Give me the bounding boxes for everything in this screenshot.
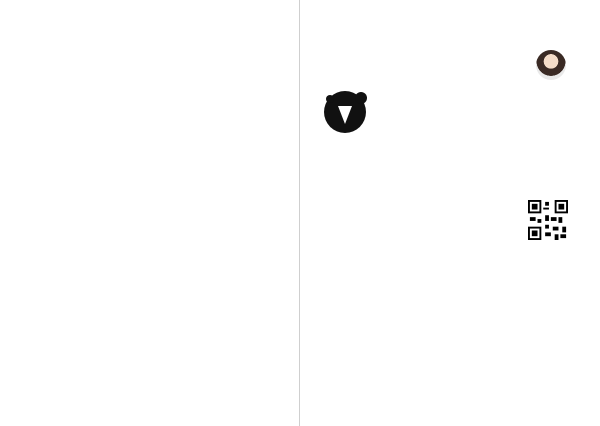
right-page: [300, 0, 600, 426]
course-block: [318, 82, 586, 172]
author-photo: [536, 50, 566, 80]
logo-icon: [318, 84, 376, 142]
author-row: [318, 30, 586, 82]
qr-code-icon[interactable]: [528, 200, 568, 240]
